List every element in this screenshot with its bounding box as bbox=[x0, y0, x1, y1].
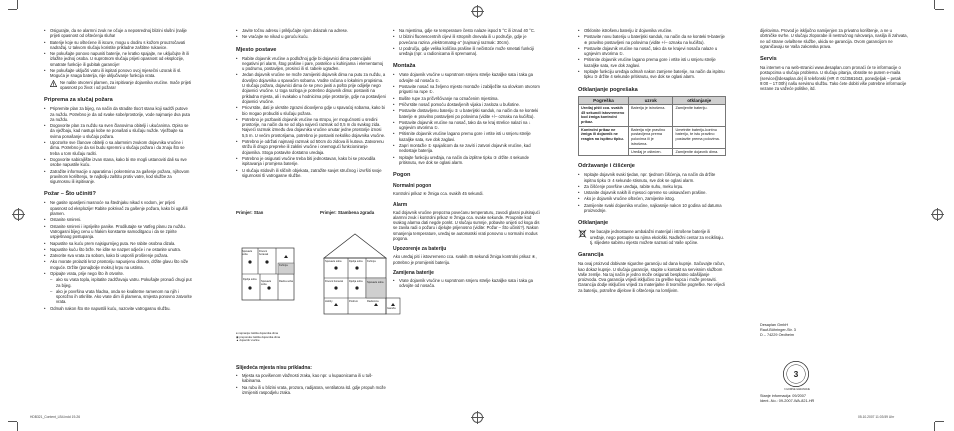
list-item: • Na rubu ili u blizini vrata, prozora, radijatora, ventilatora itd. gdje propuh može izmijeniti raspodjelu zraka. bbox=[236, 385, 386, 396]
diagram-legend bbox=[236, 332, 316, 343]
crop-mark-bottom-left bbox=[8, 417, 22, 431]
list-item: • Ostanite smireni. bbox=[44, 217, 192, 222]
list-item: • Otklonite istrošenu bateriju iz dojavnika vrućine. bbox=[578, 28, 726, 33]
list-item: • Pricvrstite, dati je ukrstite zgrazvi dioovljeno gdje u spavaćoj sobama, kako bi bio mogao probuditi u slučaju požara. bbox=[236, 105, 386, 116]
list-item: • Pritisnite dojavnik vrućine lagano prema gore i vrtite isti u smjeru strelje kazaljke sata, sve dok zaglavi. bbox=[578, 57, 726, 68]
list-item: • Ne gasite opasljeni masnoće na štednjaku nikad s vodom, jer prijeti opasnost od eksplozije! Rabite pokrivač za gašenje požara, kako bi ugušili plamen. bbox=[44, 200, 192, 216]
section-title-troubleshooting: Otklanjanje pogrešaka bbox=[578, 86, 638, 93]
list-item: • Napustite kuću što brže. Ne idite se nazpet odjeće i ne ostanite unutra. bbox=[44, 247, 192, 252]
list-item: • Postavite dojavnik vrućine na nosač, tako da se kraj strelice nalazi na ↓ ugnjevim otvorima ①. bbox=[393, 120, 541, 131]
list-item: • Ustanite dojavnik nakih ili mjesoci opreme so usisavačem prašine. bbox=[578, 190, 726, 195]
flat-room-label: Dnevni boravak bbox=[259, 250, 269, 256]
list-item: • Postavite novu bateriju u baterijski sanduk, na način da se konteki 9-baterije ⊕ pravilno postavljeni na polovima (vidite +/– oznaku na kućištu). bbox=[578, 34, 726, 45]
warning-triangle-icon bbox=[50, 80, 57, 87]
section-title-guarantee: Garancija bbox=[578, 252, 604, 259]
house-room-label: Dječja soba bbox=[349, 280, 363, 283]
list-item: • Zatražite informacije o aparatima i pokretnima za gašenje požara, njihovom pravilnom korištenju, te najbolju zaštitu protiv vatre, kod službe za sigurnosnu ili ispitivanje. bbox=[44, 169, 192, 185]
info-line: Stanje informacija: 09/2007 bbox=[760, 394, 807, 398]
subsection-title-normal: Normalni pogon bbox=[393, 183, 432, 190]
list-item: • U blizini fluorescentnih cijevi ili stropnih dnevala ili u područje, gdje je povećana razina „elektromatsg-a" (najmanji razmak: 30cm). bbox=[393, 34, 541, 45]
list-item: • Dogovorite sabirajlište izvan stana, kako bi ste mogli ustanoviti dali su sve osobe napustile kuću. bbox=[44, 157, 192, 168]
house-room-label: Dječja soba bbox=[349, 260, 363, 263]
list-item: • Bušite rupe za pričvršćivanje na označenim mjestima. bbox=[393, 96, 541, 101]
table-cell: Zamijenite bateriju. bbox=[673, 104, 726, 126]
house-room-label: Radionica bbox=[367, 300, 379, 303]
list-item: • Napustite sa kuću prem najsigurnijeg puta. Ne rabite osobna dizala. bbox=[44, 241, 192, 246]
column-3 bbox=[393, 28, 541, 290]
flat-room-label: Radna soba bbox=[279, 280, 293, 283]
list-item: • Zapri montažie ① spajalicom da se zaviti i zatvori dojavnik vrućine, kad nedostaje baterija. bbox=[393, 143, 541, 154]
list-item: • Pripremite plan za bijeg, na način da stradite tlocrt stana koji sadrži putove za nuždu. Potrebno je da od svake sobe/prostorije, vode najmanje dva puta za nuždu. bbox=[44, 106, 192, 122]
paragraph: dijelovima. Provod je isključno namijenjen za privatno korištenje, a ne u obrtničke svrhe. U slučaju zloporabe ili nestručnog rukovanja, nasilja ili zahvata, ne od strane ovlaštene službe, ukida se garancija. Ovom garancijom ne ograničavaju se Vaša zakonska prava. bbox=[760, 28, 908, 49]
list-item: • Za čišćenje površine uređaja, rabite suhu, meku krpu. bbox=[578, 184, 726, 189]
paragraph: Kad dojavnik vrućine prepozna povećanu temperaturu, zavodi glasni pulsirajući alarmni zvuk i kontrolni prikaz ④ žmiga cca. svake sekunde. Proupnite kod svakog alarma dati negde ponkt. U slučaju sumnje, pobavite unijeti od koga dis se zavila radi o požaru i djelujte prijenosno (vidite: Požar – Što učiniti?). Nakon smanjenja temperature, uređaj se automatski vrati ponovno u normalni modus pogona. bbox=[393, 209, 540, 242]
table-row bbox=[579, 104, 726, 126]
column-2-bottom bbox=[236, 365, 386, 396]
list-item: • Postavite nosač na željeno mjesto montaže i zabilježite sa olovkom otvorom prigusti na rupe ①. bbox=[393, 84, 541, 95]
house-room-label: Dnevni boravak bbox=[325, 280, 344, 283]
warranty-badge-text: 3 GODINE GARANCIJE bbox=[784, 388, 810, 391]
info-block bbox=[760, 394, 860, 404]
manufacturer-address bbox=[760, 323, 840, 338]
list-item: • Ako je dojavnik vrućine oštećen, zamijenite istog. bbox=[578, 196, 726, 201]
diagram-label-house: Primjer: Stambena zgrada bbox=[320, 210, 375, 215]
disposal-text: Ne bacajte jednostavne ambalažni materijal i istrošene baterije ili uređaje, nego postupite sa njima ekološki. Nadležni centar za recikliraju. tj. slijedete sabirnu mjesto možete saznati od Vaše općine. bbox=[590, 229, 724, 245]
section-title-maintenance: Održavanje i čišćenje bbox=[578, 163, 635, 170]
subsection-title-battery-replacement: Zamijena baterije bbox=[393, 269, 434, 276]
list-item: • Ne vraćajte se nikad u goruću kuću. bbox=[236, 34, 386, 39]
registration-mark-right bbox=[932, 209, 943, 220]
section-title-location: Mjesto postave bbox=[236, 46, 277, 53]
diagram-label-flat: Primjer: Stan bbox=[236, 210, 264, 215]
house-room-label: Hobby bbox=[325, 300, 333, 303]
list-item: • Zatvorite sva vrata za sobom, kako bi usporili proširenje požara. bbox=[44, 253, 192, 258]
crop-mark-top-left bbox=[8, 0, 22, 14]
crop-mark-bottom-right bbox=[930, 417, 944, 431]
list-item: • Javite točnu adresu i priključajte njom dolazak na adrese. bbox=[236, 28, 386, 33]
list-item: • Ispitajte funkciju uređaja, na način da izplitne tipku ③ držite 4 sekunde pritisnutu, sve dok se oglasi alarm. bbox=[393, 155, 541, 166]
column-4 bbox=[578, 28, 726, 294]
list-item: • Dogovorite plan za nuždu sa sven članovima obitelji i ukućanima. Opiso se da vježbaju, kad nastupi kobe se ponašati u slučaju nužde. Vježbajte sa svima ponašanje u slučaju požara. bbox=[44, 123, 192, 139]
table-cell: Umetnite bateriju-kontnu bateriju, te istu pravilno postavite prema polovima. bbox=[673, 126, 726, 148]
sub-list-item: – ako su vrata topla, ispitatite zadržavaju vatru. Pokušajte pronaći drugi put za bijeg. bbox=[44, 277, 192, 288]
sub-list-item: – ako je površina vrata hladna, onda se kvalitetne ramenom na njih i sporožno ih otkrilite. Ako vrate dim ili plamena, smjesta ponovno zatvorite vrata. bbox=[44, 289, 192, 305]
subsection-title-unsuitable: Slijedeća mjesta nisu prikladna: bbox=[236, 365, 312, 371]
list-item: • Baterije koje su oštećene ili iscure, mogu u dodiru s kožom prouzročavati nadražaj. U takvom slučaju koristite prikladne zaštitne rukavice. bbox=[44, 40, 192, 51]
placement-diagram bbox=[236, 210, 406, 360]
section-title-service: Servis bbox=[760, 56, 777, 63]
list-item: • Na mjestima, gdje se temperature često nalaze ispod 5 °C ili iznad 40 °C. bbox=[393, 28, 541, 33]
info-line: Ident.-No.: 09-2007-WA-821-HR bbox=[760, 399, 815, 403]
house-room-label: Podrum bbox=[349, 300, 359, 303]
legend-item: ◉ preporuka zaštita dojavnika dima bbox=[236, 334, 281, 339]
table-header: Pogreška bbox=[579, 96, 629, 104]
column-2 bbox=[236, 28, 386, 179]
list-item: • Odmah nakon što ste napustili kuću, nazovite vatrogasnu službu. bbox=[44, 306, 192, 311]
section-title-fire-prevention: Pripremа za slučaj požara bbox=[44, 97, 113, 104]
address-line: D – 74229 Oedheim bbox=[760, 333, 794, 337]
paragraph: Ako uređaj piti i istovremeno cca. svakih 45 sekundi žmiga kontrolni prikaz ④, potrebno je promijeniti bateriju. bbox=[393, 254, 537, 265]
list-item: • Opipajte vrata, prije nego što ih otvorite. bbox=[44, 271, 192, 276]
table-header-row bbox=[579, 96, 726, 104]
paragraph: Na ovaj proizvod dobivate sigurdne garanciju od dana kupnje. Sačuvajte račun, kao dokaz kupnje. U slučaju garancije, stupite u kontakt sa servisnim službom Vaše zemlje. Na taj način je jedno može osigurati besplatno odašiljanje proizvoda. Ova garancija vrijedi isključivo za greške kupca i može preraviti. Garancija dodje isključivo vrijedi za materijalne ili tvorničke pogreške. Ne vrijedi za bateriju, potrošne dijelove ili oštećenja na lomljivim. bbox=[578, 261, 725, 293]
warranty-seal-icon bbox=[782, 360, 810, 388]
house-room-label: Spavaća soba bbox=[325, 260, 342, 263]
list-item: • Pritisnite dojavnik vrućine lagano premu gore i vrtite isti u smjeru strelje kazaljke sata, sve dok zaglavi. bbox=[393, 131, 541, 142]
list-item: • Ako morate prolaziti kroz prostoriju napunjenu dimom, držite glavu što niže moguće. Držite (ponajbolje mokru) krpu na ustima. bbox=[44, 259, 192, 270]
crossed-bin-icon bbox=[578, 229, 587, 238]
disposal-block bbox=[578, 229, 726, 245]
list-item: • Potrebno je osigurati vrućine treba biti jednostavan, kako bi se provodila ispitavanja i promjena baterije. bbox=[236, 156, 386, 167]
flat-room-label: Dječja soba bbox=[243, 278, 257, 281]
table-cell: Zamijenite dojavnik dima. bbox=[673, 148, 726, 156]
table-cell: Uređaj je oštećen. bbox=[629, 148, 673, 156]
list-item: • Osigurajte, da se alarmni zvuk ne očuje a neposrednoj blizini slušni (nalije prijeti opasnost od oštećenja sluha! bbox=[44, 28, 192, 39]
list-item: • U području, gdje velika količina prašine ili nečistoće može smetati funkciji uređaja (npr. u radionicama ili spremama). bbox=[393, 46, 541, 57]
list-item: • Ispitajte funkciju uređaja odmah nakon zamjene baterije, na način da ispitnu tipku ③ držite 4 sekunde pritisnutu, sve dok se oglasi alarm. bbox=[578, 69, 726, 80]
flat-room-label: Spavaća soba bbox=[242, 250, 253, 256]
list-item: • Ostanite smireni i isprijelite panike. Prodilutajte se Vatfeg planu za nuždu. Vatrogasni bijeg cenu u hlakim konstante samoditgacu i da se zpirite uspješnaog postupanja. bbox=[44, 224, 192, 240]
list-item: • Ne pokušajte ponovo napuniti baterije, ne kratko spajajte, ne uključujte ih ili izlažite jednoj osoba. U suprotnom slučaju prijeti opasnost od eksplozije, smatrate funkcije ili gubitak garancije! bbox=[44, 51, 192, 67]
list-item: • Rabite dojavnik vrućine a podložnoj gdje bi dojavnici dima potencijalni negativni pri alarm, štog prašine i pare, postelice u kuhinjama i elementarnoj u podrumu, postavljen, prosinci ili sl. tabele ugrađen. bbox=[236, 56, 386, 72]
legend-item: ▲ dojavnik vrućine bbox=[236, 338, 260, 342]
warranty-badge bbox=[782, 360, 810, 391]
table-header: otklanjanje bbox=[673, 96, 726, 104]
registration-mark-top bbox=[472, 6, 483, 17]
section-title-mounting: Montaža bbox=[393, 63, 416, 70]
list-item: • Postavite dojavnik vrućine na nosač, tako da se krajevi nosača nalaze u ugnjevim otvorima ①. bbox=[578, 46, 726, 57]
section-title-disposal: Otklanjanje bbox=[578, 220, 609, 227]
warning-text: Ne nalite otvoreni plamen, za ispitivanje dojavnika vrućine. Inače prijeti opasnost po život i od požara! bbox=[60, 79, 192, 90]
table-row bbox=[579, 126, 726, 148]
paragraph: Na internet-u na web-stranici www.desaplan.com pronaći će te informacije o postupcima u slučaju problema. U slučaju pitanja, obratite se putem e-maila (service@desaplan.de) ili telefonski (HR ✆ 01/3561643, ponedjeljak – petak 9:00 – 17:00h) našu servisnu službu. Tako ćete dobiti više potrebne informacije vezane za važeće politike, itd. bbox=[760, 65, 907, 92]
list-item: • Pričvrstite nosač pomoću dostavljenih vijaka i zasloza u bušotinе. bbox=[393, 102, 541, 107]
table-cell: Uređaj pišti cca. svakih 45 sekundi istovremeno kod žmiga kontrolni prikaz. bbox=[579, 104, 629, 126]
legend-item: ● najmanja zaštita dojavnika dima bbox=[236, 331, 279, 335]
registration-mark-bottom bbox=[472, 412, 483, 423]
column-1 bbox=[44, 28, 192, 312]
list-item: • Potrebno je održati najmanji razmak od 50cm do zidova ili kutova. Zatvorenu strižu ili drugo prepreke ili zaklini vrućine i onemogući funkcioniranje dojavnika. Stoga postavite dostatno uredaja. bbox=[236, 139, 386, 155]
house-room-label: Spavaća soba bbox=[367, 281, 384, 284]
subsection-title-battery-warning: Upozorenje za bateriju bbox=[393, 246, 447, 253]
troubleshooting-table bbox=[578, 96, 726, 157]
table-cell: Baterija nije pravilno postavljena prema polovima ili je istrošena. bbox=[629, 126, 673, 148]
paragraph: Kontrolni prikaz ④ žmiga cca. svakih 45 sekundi. bbox=[393, 191, 484, 197]
section-title-fire-what-to-do: Požar – Što učiniti? bbox=[44, 191, 96, 198]
footer-right: 05.10.2007 11:03:59 Uhr bbox=[858, 415, 895, 419]
table-header: uzrok bbox=[629, 96, 673, 104]
house-room-label: Kuhinja bbox=[367, 260, 376, 263]
column-5 bbox=[760, 28, 910, 93]
list-item: • Upozorite sve članove obitelji o sa alarmnim zvukom dojavnika vrućine i dima. Potrebno je da svi budu spremni u slučaju požara i da znaju što se treba u tom slučaju raditi. bbox=[44, 140, 192, 156]
footer-left: HDB321_Content_LB4.indd 19-26 bbox=[30, 415, 81, 419]
flat-room-label: Spavaća soba bbox=[261, 280, 272, 286]
list-item: • Mjesta sa povišenom vlažnosti zraka, kao npr. u kupaonicama ili u tuš-kabinama. bbox=[236, 373, 386, 384]
list-item: • Vrate dojavnik vrućine u suprotnom smjeru strelje kazaljke sata i taka ga odvojite od nosača ①. bbox=[393, 72, 541, 83]
list-item: • Jedan dojavnik vrućine ne može zamijeniti dojavnik dima na putu za nuždu, a dovoljno dojavnika u spavaćim sobama. Vodite računa o lokalnim propisima. U slučaju požara, dojavnici dima će se prvo javiti a pošto prije odijelje nego dojavnici vrućine. U toga razloga je potrebno dojavnik dima: postaviti na prikladna mjesta, ali i svakako u hodnicima prije prostorije, gdje na postavljeni dojavnici vrućine. bbox=[236, 72, 386, 104]
registration-mark-left bbox=[13, 209, 24, 220]
list-item: • Zamijenite svaki dojavnika vrućine, najkasnije nakon 10 godina od datuma proizvodnje. bbox=[578, 203, 726, 214]
subsection-title-alarm: Alarm bbox=[393, 201, 408, 208]
list-item: • Ispitajte dojavnik svaki tjedan, npr. tjednom čišćenja, na način da držite ispitnu tipku ③ 4 sekunde stisnutu, sve dok se oglasi alarm. bbox=[578, 172, 726, 183]
warning-block bbox=[50, 80, 192, 91]
address-line: Rauf-Böhringer-Str. 3 bbox=[760, 328, 796, 332]
list-item: • Potrebno je pozbaviti dojavnik vrućine na stropu, jer mogućnosti u sredini prostorije, na način da se od obja najveći razmak od 0,5 m do svakog zida. Najveći razmak između dva dojavnika vrućine unutar jedne prostorije iznosi 5,5 m. U većim prostorijama, potrebno je postaviti nekoliko dojavnika vrućine. bbox=[236, 117, 386, 138]
table-cell: Kontrolni prikaz ne žmiga ili dojavnik ne reagira na ispitnu tipku. bbox=[579, 126, 629, 156]
svg-text:3: 3 bbox=[793, 368, 799, 379]
list-item: • Ne pokušajte uključiti vatru ili ispitati ponovo ovoj mjesečni uzorak ili sl. Moguća je snaga baterija, nije uključivanje funkcija vrata. bbox=[44, 68, 192, 79]
table-cell: Baterija je istrošena. bbox=[629, 104, 673, 126]
crop-mark-top-right bbox=[930, 0, 944, 14]
section-title-operation: Pogon bbox=[393, 172, 411, 179]
house-room-label: Garaža bbox=[387, 307, 396, 310]
address-line: Desaplan GmbH bbox=[760, 323, 789, 327]
list-item: • Postavite dostavljenu bateriju ② u baterijski sanduk, na način da se konteki baterije ⊕ pravilno postavljeni po polovima (vidite +/– oznaku na kućištu). bbox=[393, 108, 541, 119]
list-item: • U slučaju stidovih ili sličnih objekata, zatražite savjet stručnog i izvršiti svoje sigurnosni tli vatrogasne službe. bbox=[236, 168, 386, 179]
flat-room-label: Kuhinja bbox=[279, 264, 288, 267]
list-item: • Vrate dojavnik vrućine u suprotnom smjeru strelje kazaljke sata i taka ga odvojite od nosača. bbox=[393, 278, 541, 289]
